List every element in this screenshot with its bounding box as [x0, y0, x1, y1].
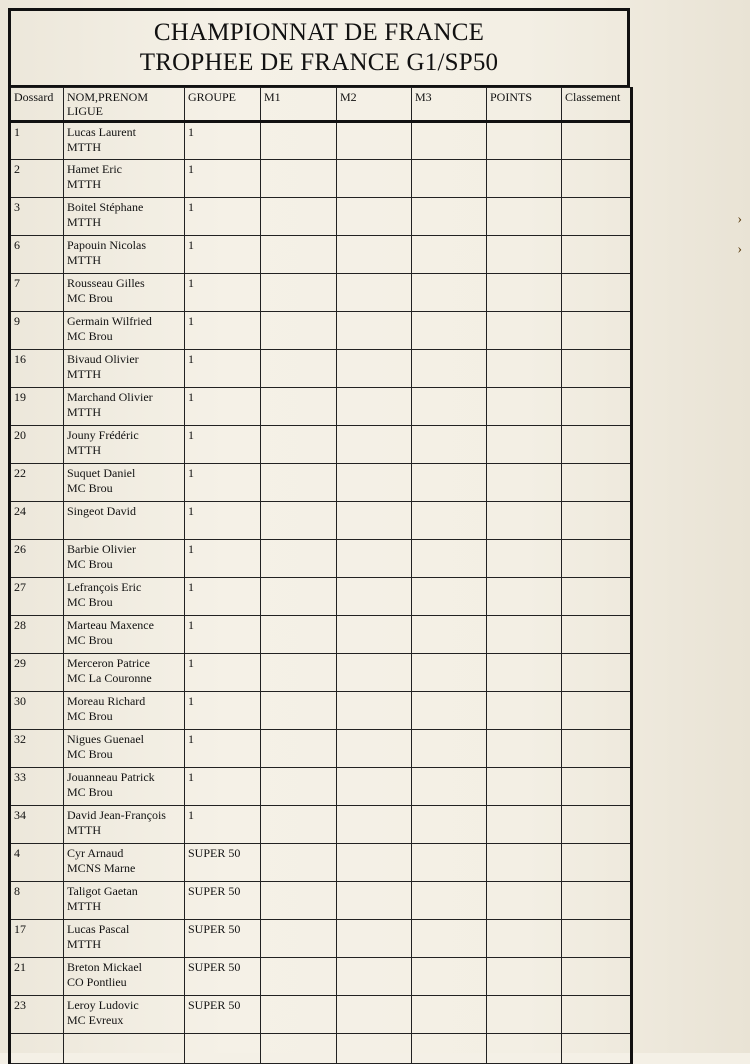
- title-box: [8, 8, 630, 88]
- empty-cell: [562, 1034, 632, 1064]
- table-header-row: [10, 88, 632, 122]
- cell-m3: [412, 312, 487, 350]
- cell-dossard: 34: [10, 806, 64, 844]
- cell-dossard: 3: [10, 198, 64, 236]
- table-row: [10, 540, 632, 578]
- empty-cell: [337, 1034, 412, 1064]
- cell-points: [487, 616, 562, 654]
- rider-league: MC Brou: [67, 709, 113, 723]
- cell-m3: [412, 654, 487, 692]
- rider-name: Papouin Nicolas: [67, 238, 146, 252]
- rider-league: MTTH: [67, 823, 101, 837]
- cell-m1: [261, 312, 337, 350]
- cell-points: [487, 388, 562, 426]
- cell-dossard: 28: [10, 616, 64, 654]
- rider-name: Boitel Stéphane: [67, 200, 144, 214]
- cell-m3: [412, 236, 487, 274]
- cell-dossard: 7: [10, 274, 64, 312]
- cell-name: [64, 274, 185, 312]
- col-header-name-line2: LIGUE: [67, 104, 103, 118]
- cell-group: SUPER 50: [185, 882, 261, 920]
- table-row: [10, 616, 632, 654]
- rider-league: MC Brou: [67, 747, 113, 761]
- cell-m1: [261, 616, 337, 654]
- cell-group: 1: [185, 616, 261, 654]
- cell-m3: [412, 502, 487, 540]
- cell-m1: [261, 160, 337, 198]
- cell-points: [487, 540, 562, 578]
- rider-name: Merceron Patrice: [67, 656, 150, 670]
- cell-dossard: 2: [10, 160, 64, 198]
- cell-group: 1: [185, 730, 261, 768]
- cell-m1: [261, 882, 337, 920]
- cell-m3: [412, 122, 487, 160]
- cell-classement: [562, 578, 632, 616]
- cell-group: 1: [185, 312, 261, 350]
- table-row: [10, 920, 632, 958]
- cell-m2: [337, 882, 412, 920]
- cell-classement: [562, 692, 632, 730]
- table-row: [10, 350, 632, 388]
- cell-group: 1: [185, 160, 261, 198]
- cell-name: [64, 502, 185, 540]
- table-row: [10, 236, 632, 274]
- rider-league: CO Pontlieu: [67, 975, 127, 989]
- table-row: [10, 996, 632, 1034]
- cell-m3: [412, 160, 487, 198]
- cell-m1: [261, 426, 337, 464]
- cell-classement: [562, 768, 632, 806]
- cell-m3: [412, 350, 487, 388]
- rider-name: Singeot David: [67, 504, 136, 518]
- margin-mark: ›: [737, 242, 742, 257]
- table-row: [10, 388, 632, 426]
- cell-m2: [337, 502, 412, 540]
- cell-m3: [412, 692, 487, 730]
- cell-classement: [562, 806, 632, 844]
- rider-name: Taligot Gaetan: [67, 884, 138, 898]
- margin-mark: ›: [737, 212, 742, 227]
- cell-points: [487, 236, 562, 274]
- cell-points: [487, 426, 562, 464]
- cell-m2: [337, 312, 412, 350]
- cell-m2: [337, 692, 412, 730]
- cell-points: [487, 920, 562, 958]
- cell-m2: [337, 844, 412, 882]
- cell-m1: [261, 236, 337, 274]
- col-header-name: [64, 88, 185, 122]
- cell-dossard: 8: [10, 882, 64, 920]
- cell-m1: [261, 806, 337, 844]
- col-header-m1: M1: [261, 88, 337, 122]
- rider-league: MC Brou: [67, 481, 113, 495]
- cell-dossard: 21: [10, 958, 64, 996]
- cell-classement: [562, 654, 632, 692]
- table-row: [10, 730, 632, 768]
- cell-m3: [412, 806, 487, 844]
- rider-name: Germain Wilfried: [67, 314, 152, 328]
- cell-group: 1: [185, 540, 261, 578]
- table-body: [10, 122, 632, 1064]
- rider-name: Marteau Maxence: [67, 618, 154, 632]
- rider-name: Leroy Ludovic: [67, 998, 139, 1012]
- cell-m1: [261, 350, 337, 388]
- cell-dossard: 1: [10, 122, 64, 160]
- table-row: [10, 806, 632, 844]
- rider-league: MTTH: [67, 177, 101, 191]
- cell-m3: [412, 958, 487, 996]
- cell-group: SUPER 50: [185, 958, 261, 996]
- cell-group: 1: [185, 426, 261, 464]
- results-table: [8, 87, 633, 1064]
- cell-dossard: 20: [10, 426, 64, 464]
- cell-group: 1: [185, 654, 261, 692]
- cell-classement: [562, 844, 632, 882]
- col-header-m2: M2: [337, 88, 412, 122]
- cell-name: [64, 616, 185, 654]
- table-row: [10, 464, 632, 502]
- cell-dossard: 23: [10, 996, 64, 1034]
- cell-classement: [562, 540, 632, 578]
- rider-name: Moreau Richard: [67, 694, 146, 708]
- cell-name: [64, 540, 185, 578]
- cell-m1: [261, 920, 337, 958]
- table-row: [10, 654, 632, 692]
- cell-name: [64, 198, 185, 236]
- cell-name: [64, 578, 185, 616]
- rider-name: Lucas Laurent: [67, 125, 136, 139]
- rider-league: MCNS Marne: [67, 861, 136, 875]
- rider-league: MC Brou: [67, 633, 113, 647]
- cell-m3: [412, 578, 487, 616]
- rider-league: MC Brou: [67, 291, 113, 305]
- cell-m1: [261, 122, 337, 160]
- cell-classement: [562, 464, 632, 502]
- cell-name: [64, 350, 185, 388]
- rider-name: Lefrançois Eric: [67, 580, 142, 594]
- cell-m3: [412, 464, 487, 502]
- cell-classement: [562, 388, 632, 426]
- cell-m3: [412, 426, 487, 464]
- rider-name: David Jean-François: [67, 808, 166, 822]
- rider-name: Marchand Olivier: [67, 390, 153, 404]
- table-row: [10, 578, 632, 616]
- rider-name: Jouny Frédéric: [67, 428, 139, 442]
- cell-m2: [337, 616, 412, 654]
- cell-group: 1: [185, 578, 261, 616]
- rider-league: MTTH: [67, 405, 101, 419]
- rider-name: Breton Mickael: [67, 960, 142, 974]
- cell-m1: [261, 654, 337, 692]
- cell-dossard: 32: [10, 730, 64, 768]
- cell-name: [64, 426, 185, 464]
- rider-league: MTTH: [67, 253, 101, 267]
- empty-cell: [261, 1034, 337, 1064]
- rider-name: Barbie Olivier: [67, 542, 136, 556]
- cell-classement: [562, 312, 632, 350]
- cell-name: [64, 806, 185, 844]
- cell-dossard: 22: [10, 464, 64, 502]
- empty-table-row: [10, 1034, 632, 1064]
- cell-classement: [562, 958, 632, 996]
- cell-name: [64, 388, 185, 426]
- cell-m1: [261, 540, 337, 578]
- cell-classement: [562, 730, 632, 768]
- cell-m1: [261, 844, 337, 882]
- cell-m3: [412, 730, 487, 768]
- cell-name: [64, 882, 185, 920]
- cell-m2: [337, 540, 412, 578]
- cell-m3: [412, 388, 487, 426]
- cell-m1: [261, 730, 337, 768]
- cell-group: 1: [185, 806, 261, 844]
- cell-m3: [412, 198, 487, 236]
- cell-name: [64, 312, 185, 350]
- col-header-m3: M3: [412, 88, 487, 122]
- cell-name: [64, 122, 185, 160]
- cell-m1: [261, 692, 337, 730]
- cell-m2: [337, 388, 412, 426]
- rider-league: MTTH: [67, 937, 101, 951]
- cell-points: [487, 578, 562, 616]
- cell-classement: [562, 274, 632, 312]
- cell-dossard: 19: [10, 388, 64, 426]
- rider-league: MC Brou: [67, 557, 113, 571]
- table-row: [10, 122, 632, 160]
- cell-points: [487, 122, 562, 160]
- col-header-group: GROUPE: [185, 88, 261, 122]
- cell-points: [487, 882, 562, 920]
- title-line-1: CHAMPIONNAT DE FRANCE: [153, 19, 485, 46]
- cell-points: [487, 350, 562, 388]
- cell-m3: [412, 920, 487, 958]
- rider-name: Cyr Arnaud: [67, 846, 124, 860]
- cell-name: [64, 996, 185, 1034]
- cell-m2: [337, 236, 412, 274]
- cell-dossard: 9: [10, 312, 64, 350]
- cell-classement: [562, 160, 632, 198]
- cell-group: 1: [185, 502, 261, 540]
- cell-points: [487, 692, 562, 730]
- cell-group: 1: [185, 388, 261, 426]
- cell-points: [487, 996, 562, 1034]
- cell-group: 1: [185, 464, 261, 502]
- cell-m2: [337, 654, 412, 692]
- cell-group: SUPER 50: [185, 996, 261, 1034]
- cell-name: [64, 464, 185, 502]
- cell-group: SUPER 50: [185, 920, 261, 958]
- cell-dossard: 26: [10, 540, 64, 578]
- table-row: [10, 692, 632, 730]
- table-row: [10, 274, 632, 312]
- rider-league: MC Evreux: [67, 1013, 124, 1027]
- cell-m3: [412, 844, 487, 882]
- cell-group: SUPER 50: [185, 844, 261, 882]
- cell-classement: [562, 920, 632, 958]
- cell-points: [487, 464, 562, 502]
- rider-name: Lucas Pascal: [67, 922, 130, 936]
- cell-m2: [337, 768, 412, 806]
- cell-group: 1: [185, 198, 261, 236]
- rider-league: MC La Couronne: [67, 671, 152, 685]
- rider-league: MC Brou: [67, 595, 113, 609]
- cell-m1: [261, 198, 337, 236]
- cell-classement: [562, 236, 632, 274]
- cell-points: [487, 654, 562, 692]
- cell-group: 1: [185, 122, 261, 160]
- cell-points: [487, 958, 562, 996]
- cell-dossard: 29: [10, 654, 64, 692]
- title-line-2: TROPHEE DE FRANCE G1/SP50: [139, 49, 499, 76]
- cell-points: [487, 160, 562, 198]
- cell-points: [487, 844, 562, 882]
- cell-m3: [412, 768, 487, 806]
- cell-points: [487, 312, 562, 350]
- cell-m2: [337, 274, 412, 312]
- cell-name: [64, 920, 185, 958]
- cell-points: [487, 502, 562, 540]
- cell-name: [64, 958, 185, 996]
- cell-dossard: 16: [10, 350, 64, 388]
- table-row: [10, 160, 632, 198]
- cell-m1: [261, 388, 337, 426]
- empty-cell: [10, 1034, 64, 1064]
- cell-classement: [562, 882, 632, 920]
- cell-group: 1: [185, 692, 261, 730]
- cell-m1: [261, 464, 337, 502]
- cell-m2: [337, 198, 412, 236]
- cell-dossard: 24: [10, 502, 64, 540]
- cell-name: [64, 160, 185, 198]
- col-header-points: POINTS: [487, 88, 562, 122]
- cell-m2: [337, 920, 412, 958]
- cell-m3: [412, 882, 487, 920]
- rider-name: Nigues Guenael: [67, 732, 144, 746]
- cell-points: [487, 806, 562, 844]
- table-row: [10, 882, 632, 920]
- table-row: [10, 768, 632, 806]
- cell-group: 1: [185, 350, 261, 388]
- rider-league: MTTH: [67, 443, 101, 457]
- rider-league: MC Brou: [67, 785, 113, 799]
- cell-m2: [337, 806, 412, 844]
- cell-points: [487, 730, 562, 768]
- cell-m2: [337, 122, 412, 160]
- cell-points: [487, 768, 562, 806]
- col-header-name-line1: NOM,PRENOM: [67, 90, 149, 104]
- cell-name: [64, 236, 185, 274]
- cell-group: 1: [185, 236, 261, 274]
- cell-dossard: 6: [10, 236, 64, 274]
- cell-m2: [337, 958, 412, 996]
- rider-league: MTTH: [67, 215, 101, 229]
- cell-group: 1: [185, 768, 261, 806]
- cell-classement: [562, 198, 632, 236]
- cell-m1: [261, 958, 337, 996]
- cell-m3: [412, 996, 487, 1034]
- cell-points: [487, 198, 562, 236]
- rider-league: MTTH: [67, 140, 101, 154]
- cell-m2: [337, 996, 412, 1034]
- col-header-classement: Classement: [562, 88, 632, 122]
- cell-classement: [562, 122, 632, 160]
- rider-name: Suquet Daniel: [67, 466, 136, 480]
- rider-name: Hamet Eric: [67, 162, 122, 176]
- cell-classement: [562, 996, 632, 1034]
- cell-name: [64, 692, 185, 730]
- cell-m2: [337, 426, 412, 464]
- cell-m1: [261, 578, 337, 616]
- cell-dossard: 33: [10, 768, 64, 806]
- cell-m2: [337, 578, 412, 616]
- cell-group: 1: [185, 274, 261, 312]
- table-row: [10, 844, 632, 882]
- cell-dossard: 17: [10, 920, 64, 958]
- empty-cell: [487, 1034, 562, 1064]
- cell-name: [64, 654, 185, 692]
- cell-classement: [562, 502, 632, 540]
- cell-m2: [337, 464, 412, 502]
- table-row: [10, 502, 632, 540]
- empty-cell: [64, 1034, 185, 1064]
- table-row: [10, 958, 632, 996]
- cell-points: [487, 274, 562, 312]
- cell-classement: [562, 616, 632, 654]
- rider-league: MTTH: [67, 367, 101, 381]
- rider-name: Rousseau Gilles: [67, 276, 145, 290]
- cell-name: [64, 730, 185, 768]
- table-row: [10, 312, 632, 350]
- rider-league: MTTH: [67, 899, 101, 913]
- cell-classement: [562, 350, 632, 388]
- rider-name: Bivaud Olivier: [67, 352, 139, 366]
- cell-m2: [337, 730, 412, 768]
- cell-m2: [337, 160, 412, 198]
- table-row: [10, 426, 632, 464]
- col-header-dossard: Dossard: [10, 88, 64, 122]
- cell-m3: [412, 274, 487, 312]
- cell-m1: [261, 996, 337, 1034]
- empty-cell: [412, 1034, 487, 1064]
- cell-m1: [261, 274, 337, 312]
- cell-m3: [412, 540, 487, 578]
- cell-m2: [337, 350, 412, 388]
- empty-cell: [185, 1034, 261, 1064]
- cell-name: [64, 768, 185, 806]
- cell-classement: [562, 426, 632, 464]
- cell-name: [64, 844, 185, 882]
- rider-name: Jouanneau Patrick: [67, 770, 155, 784]
- rider-league: MC Brou: [67, 329, 113, 343]
- cell-dossard: 4: [10, 844, 64, 882]
- cell-dossard: 27: [10, 578, 64, 616]
- cell-dossard: 30: [10, 692, 64, 730]
- cell-m1: [261, 502, 337, 540]
- cell-m3: [412, 616, 487, 654]
- cell-m1: [261, 768, 337, 806]
- table-row: [10, 198, 632, 236]
